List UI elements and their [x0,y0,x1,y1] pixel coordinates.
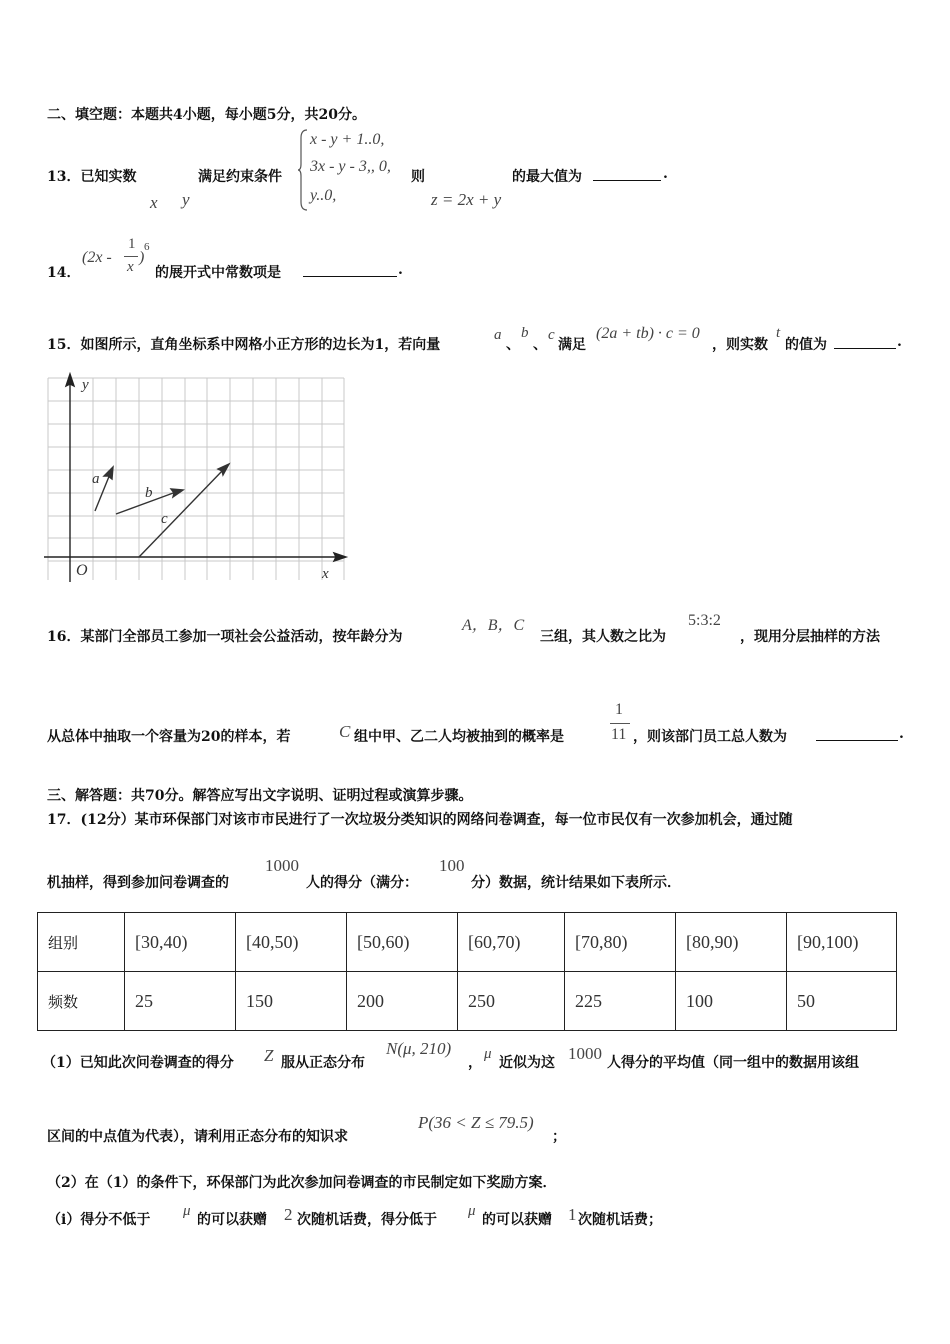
frequency-cell: 100 [676,972,787,1031]
q13-then: 则 [411,169,425,185]
q13-constraint-3: y..0, [310,187,337,204]
q15-sep-2: 、 [533,337,547,353]
frequency-cell: 150 [236,972,347,1031]
axis-y-label: y [82,377,89,393]
q17-part2i-suffix: 次随机话费； [578,1212,662,1228]
q17-p1-comma: ， [468,1055,482,1071]
q14-end: . [398,262,403,278]
q13-constraint-2: 3x - y - 3,, 0, [310,158,391,175]
vector-grid-figure [44,372,349,584]
q15-vec-a: a [494,327,502,343]
vector-c [139,464,229,557]
table-row-frequencies [38,972,897,1031]
q17-part2i-mid3: 的可以获赠 [482,1212,552,1228]
interval-cell: [70,80) [565,913,676,972]
q15-suffix: 的值为 [785,337,827,353]
frequency-table [37,912,897,1031]
q16-line1-prefix: 16．某部门全部员工参加一项社会公益活动，按年龄分为 [47,629,403,645]
q17-line2-suffix: 分）数据，统计结果如下表所示． [471,875,681,891]
q17-normal: N(μ, 210) [386,1039,452,1058]
q17-count: 1000 [265,856,299,875]
vector-a-label: a [92,471,100,487]
vector-c-label: c [161,511,168,527]
q15-mid: ，则实数 [712,337,768,353]
q17-p1-end: ； [552,1129,566,1145]
table-header-frequency: 频数 [38,972,125,1031]
frequency-cell: 50 [787,972,897,1031]
q17-line2-prefix: 机抽样，得到参加问卷调查的 [47,875,229,891]
q15-end: . [897,334,902,350]
q13-answer-blank[interactable] [593,180,661,181]
interval-cell: [60,70) [458,913,565,972]
q16-groups: A，B，C [462,617,525,634]
q17-p1-line2: 区间的中点值为代表），请利用正态分布的知识求 [47,1129,348,1145]
interval-cell: [90,100) [787,913,897,972]
vector-b-label: b [145,485,153,501]
section3-heading: 三、解答题：共70分。解答应写出文字说明、证明过程或演算步骤。 [47,788,473,804]
q13-suffix: 的最大值为 [512,169,582,185]
q16-frac-num: 1 [615,701,623,718]
q16-group-c: C [339,722,351,741]
interval-cell: [80,90) [676,913,787,972]
q16-ratio: 5:3:2 [688,612,721,629]
q16-line1-mid: 三组，其人数之比为 [540,629,666,645]
q15-answer-blank[interactable] [834,348,896,349]
q15-var-t: t [776,325,781,341]
q14-text: 的展开式中常数项是 [155,265,281,281]
q16-frac-den: 11 [611,726,627,743]
q17-var-z: Z [264,1046,274,1065]
frequency-cell: 25 [125,972,236,1031]
q13-mid: 满足约束条件 [198,169,282,185]
interval-cell: [50,60) [347,913,458,972]
q17-part2i-one: 1 [568,1205,577,1224]
frequency-cell: 250 [458,972,565,1031]
q14-frac-num: 1 [128,236,136,252]
q17-line2-mid: 人的得分（满分： [306,875,418,891]
q17-part2i-mu-1: μ [183,1203,191,1219]
q13-var-x: x [150,193,158,212]
q14-expr-left: (2x - [82,249,112,266]
q17-p1-mid2: 近似为这 [499,1055,555,1071]
q16-line2-mid: 组中甲、乙二人均被抽到的概率是 [354,729,564,745]
axes [44,374,346,582]
q13-prefix: 13．已知实数 [47,169,137,185]
q13-constraint-1: x - y + 1..0, [310,131,385,148]
q17-part2i-mu-2: μ [468,1203,476,1219]
q15-sep-1: 、 [506,337,520,353]
q17-p1-mid: 服从正态分布 [281,1055,365,1071]
q13-brace [297,128,309,212]
q17-probability: P(36 < Z ≤ 79.5) [418,1113,534,1132]
q17-part2i-two: 2 [284,1205,293,1224]
interval-cell: [40,50) [236,913,347,972]
q14-frac-den: x [127,259,134,275]
origin-label: O [76,562,88,579]
q17-part2i-mid1: 的可以获赠 [197,1212,267,1228]
q17-full: 100 [439,856,465,875]
q14-frac-bar [124,256,138,257]
q14-expr-right: ) [139,249,145,266]
q13-objective: z = 2x + y [431,190,502,209]
q16-end: . [899,726,904,742]
q17-p1-prefix: （1）已知此次问卷调查的得分 [42,1055,234,1071]
q17-mu: μ [484,1046,492,1062]
q15-condition: (2a + tb) · c = 0 [596,325,700,342]
section2-heading: 二、填空题：本题共4小题，每小题5分，共20分。 [47,107,366,123]
q17-line1: 17．(12分）某市环保部门对该市市民进行了一次垃圾分类知识的网络问卷调查，每一位市民仅有一次参加机会，通过随 [47,812,793,828]
table-header-group: 组别 [38,913,125,972]
q16-answer-blank[interactable] [816,740,898,741]
axis-x-label: x [322,566,329,582]
q15-vec-b: b [521,325,529,341]
q15-cond-text: 满足 [558,337,586,353]
frequency-cell: 200 [347,972,458,1031]
frequency-cell: 225 [565,972,676,1031]
q16-line1-suffix: ，现用分层抽样的方法 [740,629,880,645]
table-row-groups [38,913,897,972]
q14-answer-blank[interactable] [303,276,397,277]
q17-p1-suffix: 人得分的平均值（同一组中的数据用该组 [607,1055,859,1071]
q17-part2: （2）在（1）的条件下，环保部门为此次参加问卷调查的市民制定如下奖励方案． [47,1175,557,1191]
q16-line2-prefix: 从总体中抽取一个容量为20的样本，若 [47,729,291,745]
q13-var-y: y [182,190,190,209]
q14-exponent: 6 [144,241,150,253]
q16-frac-bar [610,723,630,724]
q16-line2-suffix: ，则该部门员工总人数为 [633,729,787,745]
q15-prefix: 15．如图所示，直角坐标系中网格小正方形的边长为1，若向量 [47,337,441,353]
q15-vec-c: c [548,327,555,343]
q17-p1-count: 1000 [568,1044,602,1063]
q17-part2i-mid2: 次随机话费，得分低于 [297,1212,437,1228]
q13-end: . [663,166,668,182]
interval-cell: [30,40) [125,913,236,972]
q14-label: 14． [47,265,81,281]
q17-part2i-prefix: （ⅰ）得分不低于 [47,1212,151,1228]
